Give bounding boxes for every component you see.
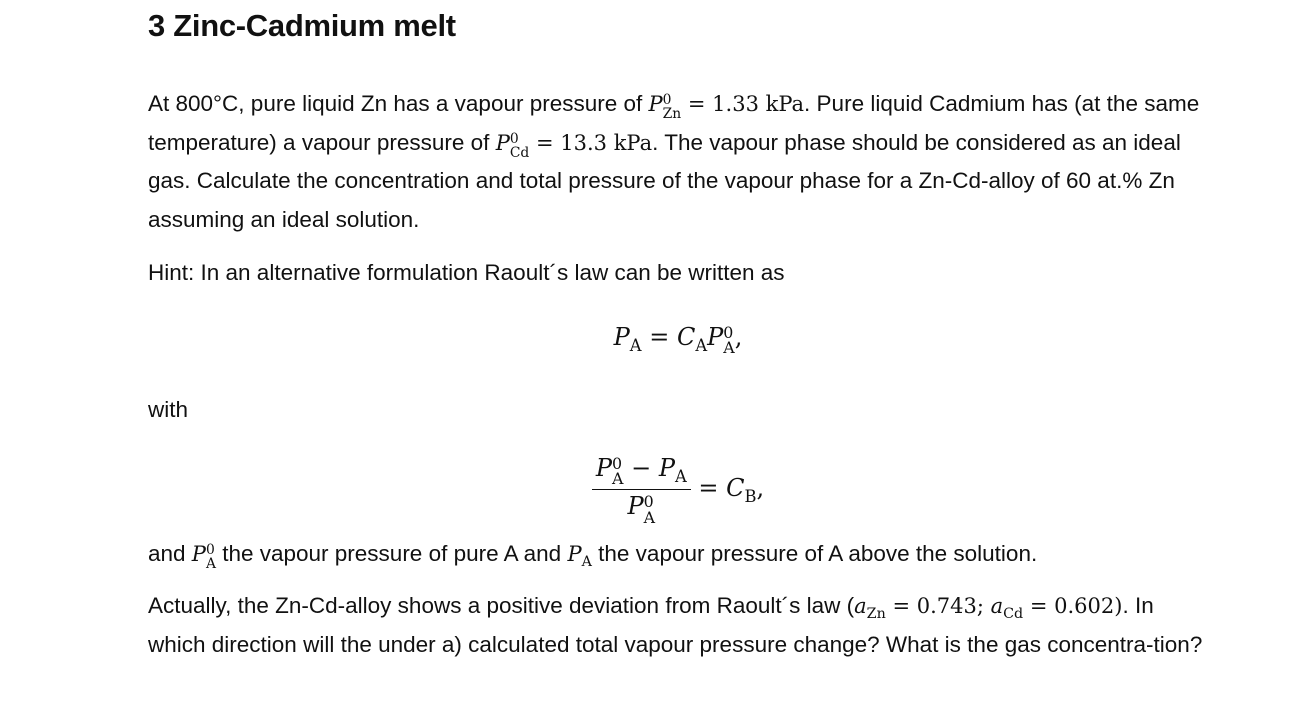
paragraph-definitions: and P 0 A the vapour pressure of pure A and $P_A$ the vapour pressure of A above the solution. [148, 541, 1038, 573]
equation-raoult: $P_A = C_AP$ 0 A , [613, 322, 743, 358]
section-title: 3 Zinc-Cadmium melt [148, 8, 456, 43]
paragraph-positive-deviation: Actually, the Zn-Cd-alloy shows a positive deviation from Raoult´s law ($a_{Zn} = 0.743$; $a_{Cd} = 0.602$). In which direction will the under a) calculated total vapour pressure change? What is the gas concentra-tion? [148, 593, 1203, 657]
math-p0-a: P 0 A [191, 542, 216, 573]
fraction: P 0 A − $P_A$ P 0 A [592, 454, 691, 525]
equation-fraction: P 0 A − $P_A$ P 0 A = $C_B$, [148, 454, 1208, 525]
math-p-cd: P 0 Cd = 13.3 kPa [495, 130, 653, 161]
paragraph-with: with [148, 397, 189, 422]
math-p-a: $P_A$ [567, 542, 592, 571]
paragraph-problem-statement: At 800°C, pure liquid Zn has a vapour pressure of P 0 Zn = 1.33 kPa. Pure liquid Cadmium has (at the same temperature) a vapour pressure of P 0 Cd = 13.3 kPa. The vapour phase should be considered as an ideal gas. Calculate the concentration and total pressure of the vapour phase for a Zn-Cd-alloy of 60 at.% Zn assuming an ideal solution. [148, 91, 1200, 232]
math-activities: $a_{Zn} = 0.743$; $a_{Cd} = 0.602$) [854, 594, 1123, 623]
math-p-zn: P 0 Zn = 1.33 kPa [648, 92, 805, 123]
paragraph-hint: Hint: In an alternative formulation Raoult´s law can be written as [148, 260, 785, 285]
